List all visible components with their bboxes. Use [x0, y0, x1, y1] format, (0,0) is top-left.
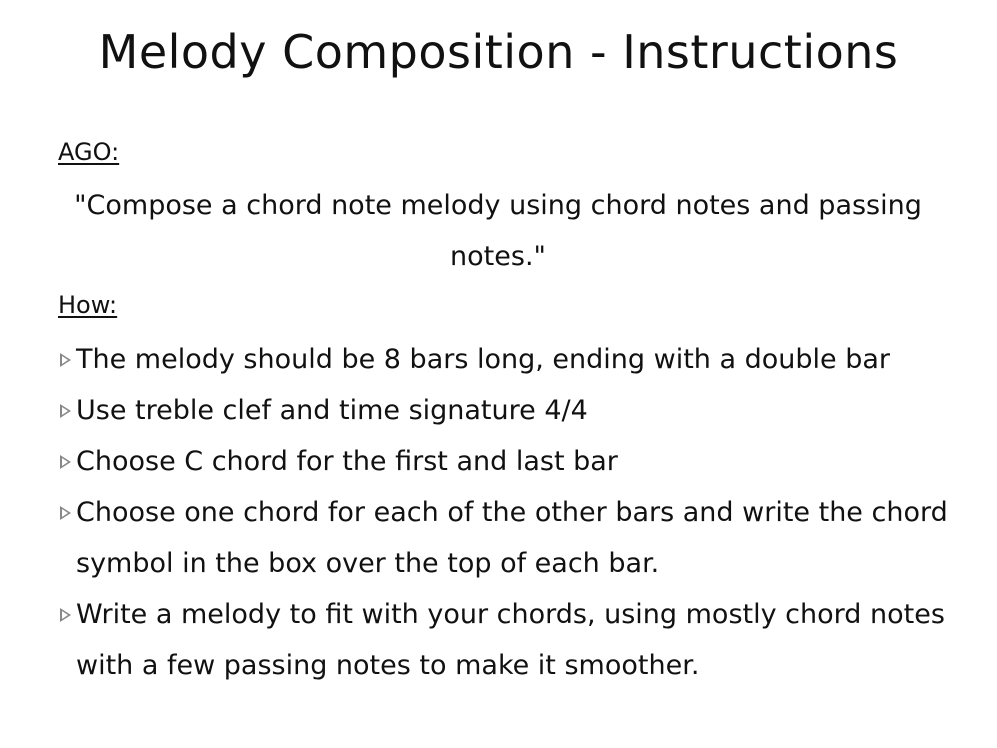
- triangle-bullet-icon: [60, 404, 71, 418]
- instruction-text: Choose C chord for the first and last bar: [76, 446, 618, 477]
- triangle-bullet-icon: [60, 353, 71, 367]
- triangle-bullet-icon: [60, 506, 71, 520]
- instruction-text: Choose one chord for each of the other bars and write the chord symbol in the box over the top of each bar.: [76, 497, 948, 579]
- how-heading: How:: [58, 291, 118, 319]
- instruction-text: Use treble clef and time signature 4/4: [76, 395, 588, 426]
- instruction-item: [58, 589, 958, 691]
- instruction-text: The melody should be 8 bars long, ending with a double bar: [76, 344, 891, 375]
- triangle-bullet-icon: [60, 455, 71, 469]
- slide-title: Melody Composition - Instructions: [98, 25, 899, 79]
- instruction-list: [58, 334, 958, 691]
- ago-text: "Compose a chord note melody using chord notes and passing notes.": [74, 190, 922, 272]
- ago-heading: AGO:: [58, 138, 120, 166]
- instruction-item: [58, 487, 958, 589]
- instruction-item: [58, 385, 958, 436]
- triangle-bullet-icon: [60, 608, 71, 622]
- instruction-item: [58, 436, 958, 487]
- instruction-text: Write a melody to fit with your chords, using mostly chord notes with a few passing notes to make it smoother.: [76, 599, 945, 681]
- instruction-item: [58, 334, 958, 385]
